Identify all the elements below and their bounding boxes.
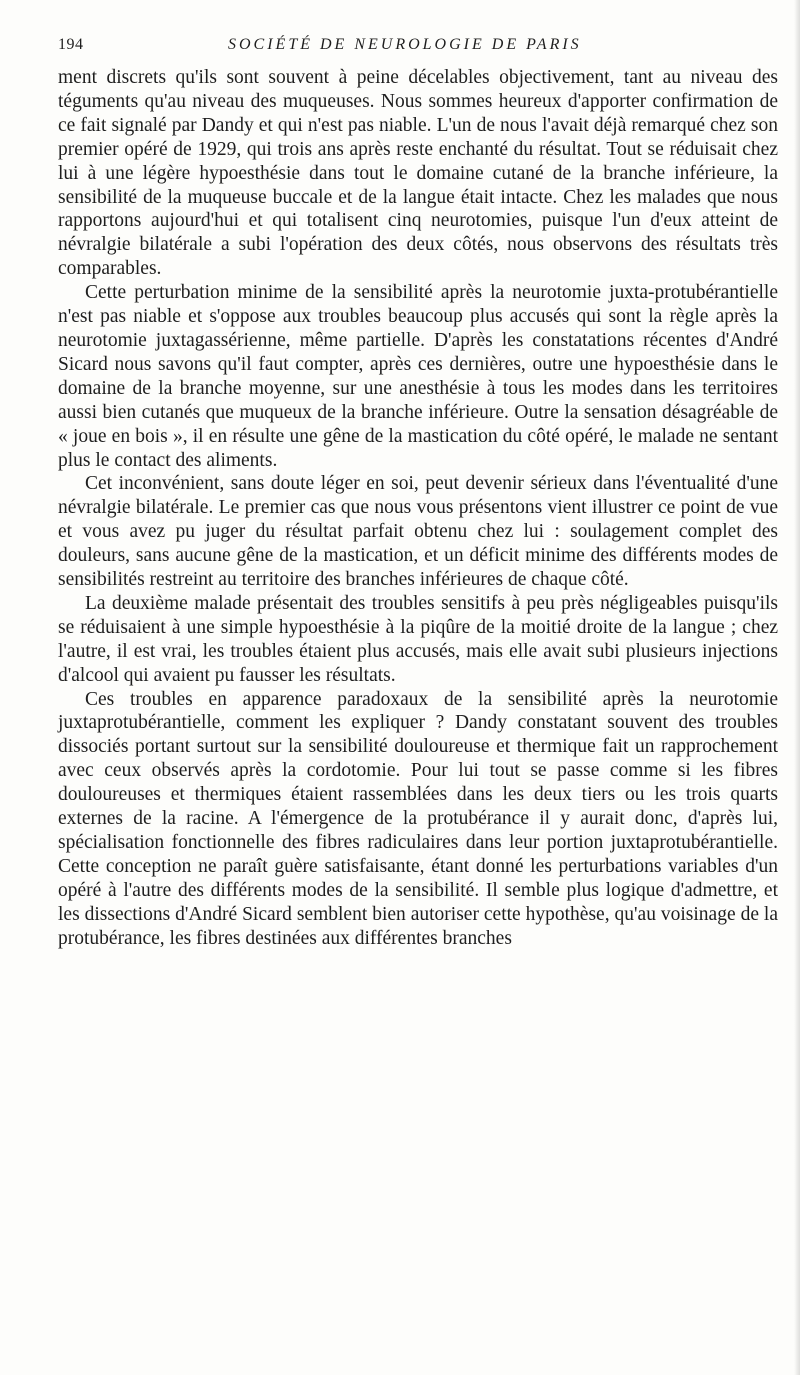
page-number: 194 [58, 36, 84, 53]
body-text [58, 66, 778, 951]
paragraph: Cette perturbation minime de la sensibilité après la neurotomie juxta-protubérantielle n'est pas niable et s'oppose aux troubles beaucoup plus accusés qui sont la règle après la neurotomie juxtagassérienne, même partielle. D'après les constatations récentes d'André Sicard nous savons qu'il faut compter, après ces dernières, outre une hypoesthésie dans le domaine de la branche moyenne, sur une anesthésie à tous les modes dans les territoires aussi bien cutanés que muqueux de la branche inférieure. Outre la sensation désagréable de « joue en bois », il en résulte une gêne de la mastication du côté opéré, le malade ne sentant plus le contact des aliments. [58, 282, 778, 471]
paragraph-continued: ment discrets qu'ils sont souvent à peine décelables objectivement, tant au niveau des téguments qu'au niveau des muqueuses. Nous sommes heureux d'apporter confirmation de ce fait signalé par Dandy et qui n'est pas niable. L'un de nous l'avait déjà remarqué chez son premier opéré de 1929, qui trois ans après reste enchanté du résultat. Tout se réduisait chez lui à une légère hypoesthésie dans tout le domaine cutané de la branche inférieure, la sensibilité de la muqueuse buccale et de la langue était intacte. Chez les malades que nous rapportons aujourd'hui et qui totalisent cinq neurotomies, puisque l'un d'eux atteint de névralgie bilatérale a subi l'opération des deux côtés, nous observons des résultats très comparables. [58, 67, 778, 280]
page-edge-shadow [794, 0, 800, 1375]
paragraph: La deuxième malade présentait des troubles sensitifs à peu près négligeables puisqu'ils se réduisaient à une simple hypoesthésie à la piqûre de la moitié droite de la langue ; chez l'autre, il est vrai, les troubles étaient plus accusés, mais elle avait subi plusieurs injections d'alcool qui avaient pu fausser les résultats. [58, 592, 778, 686]
paragraph: Cet inconvénient, sans doute léger en soi, peut devenir sérieux dans l'éventualité d'une névralgie bilatérale. Le premier cas que nous vous présentons vient illustrer ce point de vue et vous avez pu juger du résultat parfait obtenu chez lui : soulagement complet des douleurs, sans aucune gêne de la mastication, et un déficit minime des différents modes de sensibilités restreint au territoire des branches inférieures de chaque côté. [58, 473, 778, 591]
running-head [58, 36, 782, 60]
journal-title: SOCIÉTÉ DE NEUROLOGIE DE PARIS [228, 36, 582, 53]
paragraph: Ces troubles en apparence paradoxaux de la sensibilité après la neurotomie juxtaprotubérantielle, comment les expliquer ? Dandy constatant souvent des troubles dissociés portant surtout sur la sensibilité douloureuse et thermique fait un rapprochement avec ceux observés après la cordotomie. Pour lui tout se passe comme si les fibres douloureuses et thermiques étaient rassemblées dans les deux tiers ou les trois quarts externes de la racine. A l'émergence de la protubérance il y aurait donc, d'après lui, spécialisation fonctionnelle des fibres radiculaires dans leur portion juxtaprotubérantielle. Cette conception ne paraît guère satisfaisante, étant donné les perturbations variables d'un opéré à l'autre des différents modes de la sensibilité. Il semble plus logique d'admettre, et les dissections d'André Sicard semblent bien autoriser cette hypothèse, qu'au voisinage de la protubérance, les fibres destinées aux différentes branches [58, 688, 778, 949]
